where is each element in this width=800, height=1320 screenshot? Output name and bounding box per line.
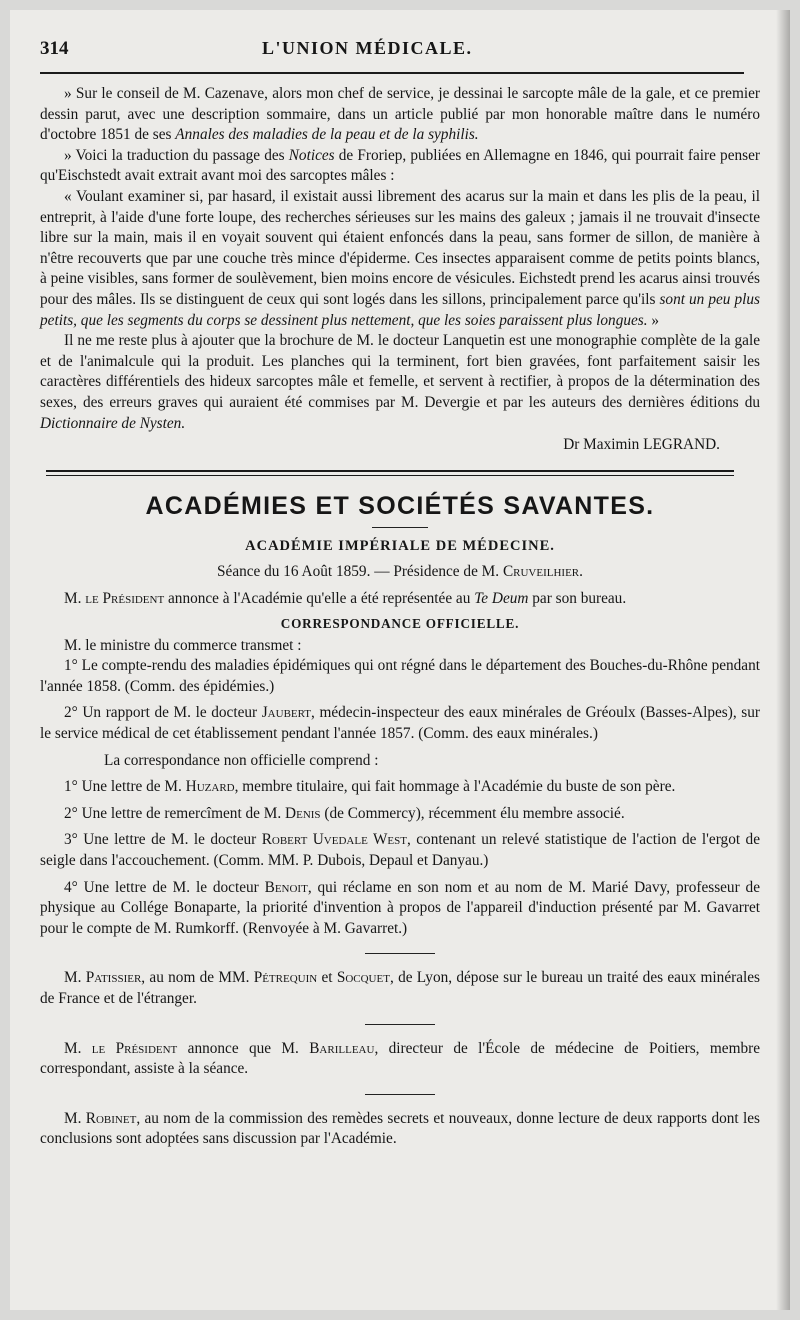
paragraph-lanquetin: Il ne me reste plus à ajouter que la brochure de M. le docteur Lanquetin est une monographie complète de la gale et de l'animalcule qui la produit. Les planches qui la terminent, fort bien gravées, font parfaitement saisir les caractères différentiels des hideux sarcoptes mâle et femelle, et servent à rectifier, à propos de la détermination des sexes, des erreurs graves qui auraient été commises par M. Devergie et par les auteurs des dernières éditions du Dictionnaire de Nysten. xyxy=(40,332,760,432)
author-signature: Dr Maximin LEGRAND. xyxy=(563,436,720,454)
paragraph-froriep: » Voici la traduction du passage des Notices de Froriep, publiées en Allemagne en 1846, qui pourrait faire penser qu'Eischstedt avait extrait avant moi des sarcoptes mâles : xyxy=(40,146,760,185)
page-edge-shadow xyxy=(776,10,790,1310)
official-item-1: 1° Le compte-rendu des maladies épidémiques qui ont régné dans le département des Bouches-du-Rhône pendant l'année 1858. (Comm. des épidémies.) xyxy=(40,657,760,695)
academy-subtitle: ACADÉMIE IMPÉRIALE DE MÉDECINE. xyxy=(245,538,555,555)
nonofficial-item-4: 4° Une lettre de M. le docteur Benoit, qui réclame en son nom et au nom de M. Marié Davy, professeur de physique au Collége Bonaparte, la priorité d'invention à propos de l'appareil d'induction présenté par M. Gavarret pour le compte de M. Rumkorff. (Renvoyée à M. Gavarret.) xyxy=(40,878,760,937)
nonofficial-item-1: 1° Une lettre de M. Huzard, membre titulaire, qui fait hommage à l'Académie du buste de son père. xyxy=(64,778,676,796)
nonofficial-item-2: 2° Une lettre de remercîment de M. Denis (de Commercy), récemment élu membre associé. xyxy=(64,804,625,822)
paragraph-cazenave: » Sur le conseil de M. Cazenave, alors mon chef de service, je dessinai le sarcopte mâle de la gale, et ce premier dessin parut, avec une description sommaire, dans un article publié par mon honorable maître dans le numéro d'octobre 1851 de ses Annales des maladies de la peau et de la syphilis. xyxy=(40,85,760,144)
running-title: L'UNION MÉDICALE. xyxy=(262,38,473,58)
section-double-rule xyxy=(46,470,734,476)
page-number: 314 xyxy=(40,38,69,59)
header-rule xyxy=(40,72,744,74)
paragraph-minister: M. le ministre du commerce transmet : xyxy=(64,636,302,654)
correspondence-heading: CORRESPONDANCE OFFICIELLE. xyxy=(280,615,520,631)
official-item-2: 2° Un rapport de M. le docteur Jaubert, médecin-inspecteur des eaux minérales de Gréoulx (Basses-Alpes), sur le service médical de cet établissement pendant l'année 1857. (Comm. des eaux minérales.) xyxy=(40,704,760,743)
title-short-rule xyxy=(372,527,428,528)
nonofficial-item-3: 3° Une lettre de M. le docteur Robert Uvedale West, contenant un relevé statistique de l'action de l'ergot de seigle dans l'accouchement. (Comm. MM. P. Dubois, Depaul et Danyau.) xyxy=(40,831,760,870)
scanned-page xyxy=(10,10,790,1310)
paragraph-president-te-deum: M. le Président annonce à l'Académie qu'elle a été représentée au Te Deum par son bureau. xyxy=(64,590,627,608)
paragraph-patissier: M. Patissier, au nom de MM. Pétrequin et Socquet, de Lyon, dépose sur le bureau un traité des eaux minérales de France et de l'étranger. xyxy=(40,969,760,1007)
seance-line: Séance du 16 Août 1859. — Présidence de M. Cruveilhier. xyxy=(217,563,583,581)
separator-rule xyxy=(365,1094,435,1095)
separator-rule xyxy=(365,953,435,954)
section-title: ACADÉMIES ET SOCIÉTÉS SAVANTES. xyxy=(145,492,655,521)
separator-rule xyxy=(365,1024,435,1025)
paragraph-nonofficial: La correspondance non officielle comprend : xyxy=(104,751,379,769)
paragraph-robinet: M. Robinet, au nom de la commission des remèdes secrets et nouveaux, donne lecture de deux rapports dont les conclusions sont adoptées sans discussion par l'Académie. xyxy=(40,1109,760,1148)
paragraph-eichstedt-quote: « Voulant examiner si, par hasard, il existait aussi librement des acarus sur la main et dans les plis de la peau, il entreprit, à l'aide d'une forte loupe, des recherches sérieuses sur les mains des galeux ; jamais il ne trouvait d'insecte libre sur la main, mais il en voyait souvent qui étaient enfoncés dans la peau, sans former de sillon, de manière à n'être recouverts que par une couche très mince d'épiderme. Ces insectes apparaisent comme de petits points blancs, à peine visibles, sans former de soulèvement, bien moins encore de vésicules. Eichstedt prend les acarus ainsi trouvés pour des mâles. Ils se distinguent de ceux qui sont logés dans les sillons, principalement parce qu'ils sont un peu plus petits, que les segments du corps se dessinent plus nettement, que les soies paraissent plus longues. » xyxy=(40,187,760,329)
page-header xyxy=(40,38,760,64)
paragraph-barilleau: M. le Président annonce que M. Barilleau, directeur de l'École de médecine de Poitiers, membre correspondant, assiste à la séance. xyxy=(40,1039,760,1078)
